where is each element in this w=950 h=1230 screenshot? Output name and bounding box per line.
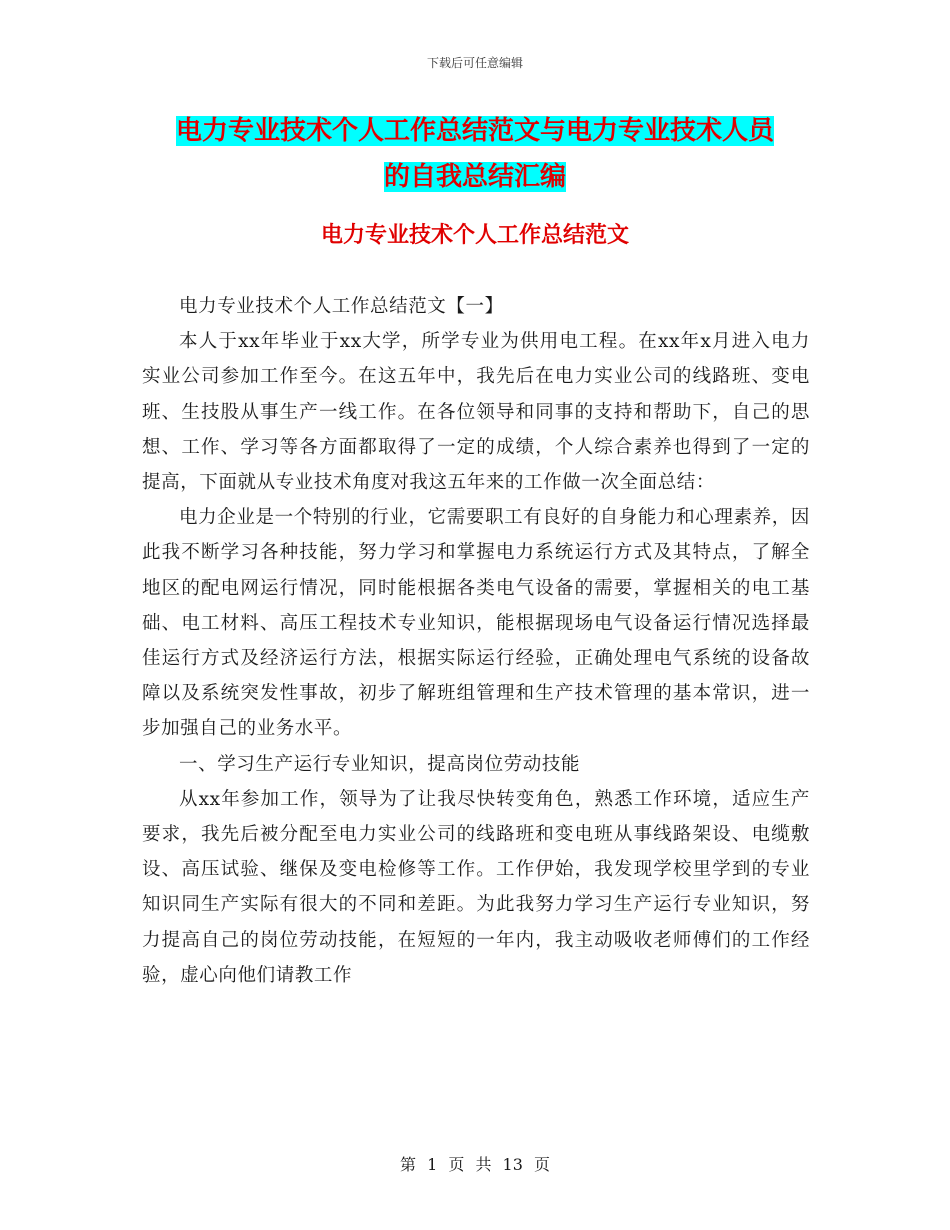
section-title: 电力专业技术个人工作总结范文: [320, 223, 629, 248]
document-title: [120, 108, 830, 200]
document-title-line2: 的自我总结汇编: [383, 162, 566, 192]
page-footer: 第 1 页 共 13 页: [400, 1155, 550, 1174]
header-note: 下载后可任意编辑: [426, 56, 523, 70]
paragraph: 本人于xx年毕业于xx大学，所学专业为供用电工程。在xx年x月进入电力实业公司参加工作至今。在这五年中，我先后在电力实业公司的线路班、变电班、生技股从事生产一线工作。在各位领导和同事的支持和帮助下，自己的思想、工作、学习等各方面都取得了一定的成绩，个人综合素养也得到了一定的提高，下面就从专业技术角度对我这五年来的工作做一次全面总结：: [142, 331, 810, 494]
paragraph: 电力企业是一个特别的行业，它需要职工有良好的自身能力和心理素养，因此我不断学习各种技能，努力学习和掌握电力系统运行方式及其特点，了解全地区的配电网运行情况，同时能根据各类电气设备的需要，掌握相关的电工基础、电工材料、高压工程技术专业知识，能根据现场电气设备运行情况选择最佳运行方式及经济运行方法，根据实际运行经验，正确处理电气系统的设备故障以及系统突发性事故，初步了解班组管理和生产技术管理的基本常识，进一步加强自己的业务水平。: [142, 507, 810, 740]
paragraph: 一、学习生产运行专业知识，提高岗位劳动技能: [179, 753, 581, 775]
paragraph: 电力专业技术个人工作总结范文【一】: [179, 296, 504, 317]
paragraph: 从xx年参加工作，领导为了让我尽快转变角色，熟悉工作环境，适应生产要求，我先后被分配至电力实业公司的线路班和变电班从事线路架设、电缆敷设、高压试验、继保及变电检修等工作。工作伊始，我发现学校里学到的专业知识同生产实际有很大的不同和差距。为此我努力学习生产运行专业知识，努力提高自己的岗位劳动技能，在短短的一年内，我主动吸收老师傅们的工作经验，虚心向他们请教工作: [142, 788, 810, 986]
document-title-line1: 电力专业技术个人工作总结范文与电力专业技术人员: [175, 116, 774, 146]
body-text: [142, 289, 810, 993]
